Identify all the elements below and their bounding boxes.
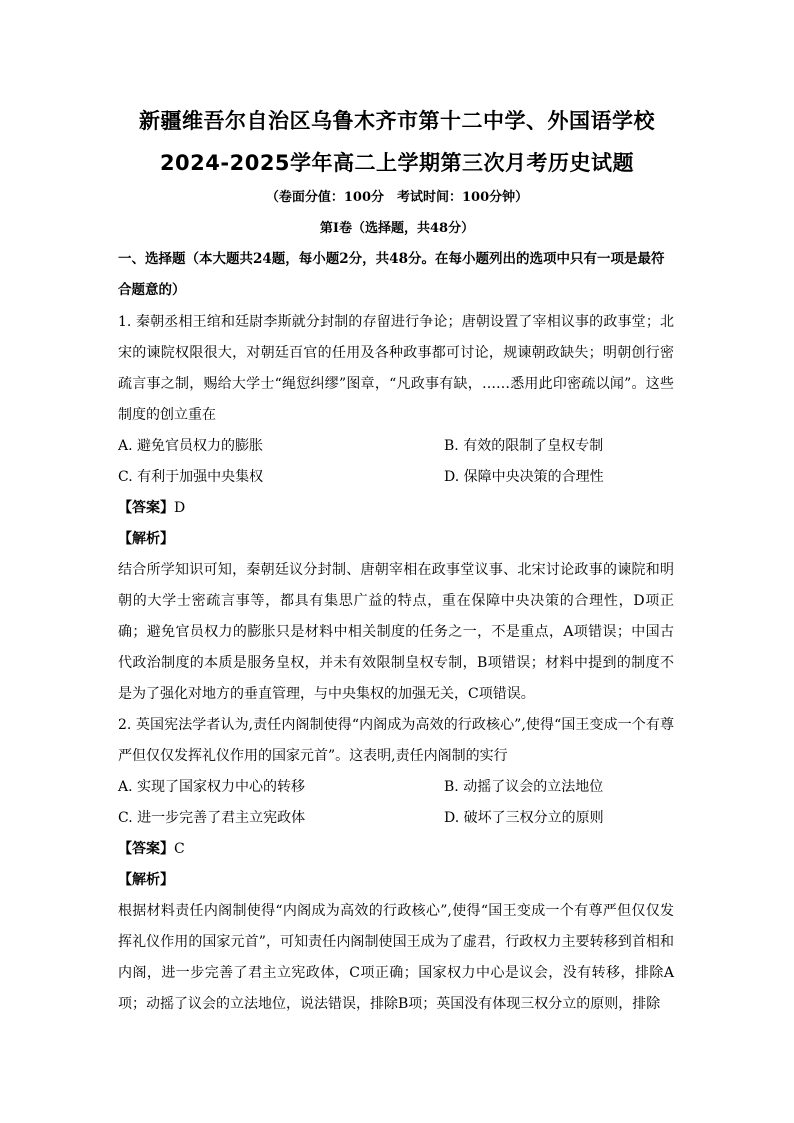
- question-block: [118, 307, 674, 710]
- section-heading: 一、选择题（本大题共24题，每小题2分，共48分。在每小题列出的选项中只有一项是最符合题意的）: [118, 251, 665, 298]
- question-stem: 2. 英国宪法学者认为,责任内阁制使得“内阁成为高效的行政核心”,使得“国王变成一个有尊严但仅仅发挥礼仪作用的国家元首”。这表明,责任内阁制的实行: [118, 717, 674, 764]
- question-block: [118, 710, 674, 1020]
- answer-line: [118, 493, 674, 524]
- option-a: A. 避免官员权力的膨胀: [118, 438, 264, 454]
- answer-label: 【答案】: [118, 500, 174, 516]
- analysis-text: 结合所学知识可知，秦朝廷议分封制、唐朝宰相在政事堂议事、北宋讨论政事的谏院和明朝的大学士密疏言事等，都具有集思广益的特点，重在保障中央决策的合理性，D项正确；避免官员权力的膨胀只是材料中相关制度的任务之一，不是重点，A项错误；中国古代政治制度的本质是服务皇权，并未有效限制皇权专制，B项错误；材料中提到的制度不是为了强化对地方的垂直管理，与中央集权的加强无关，C项错误。: [118, 562, 674, 702]
- part-title: 第Ⅰ卷（选择题，共48分）: [319, 221, 475, 236]
- analysis-line: [118, 865, 674, 896]
- page-title-line-2: 2024-2025学年高二上学期第三次月考历史试题: [159, 151, 635, 175]
- option-a: A. 实现了国家权力中心的转移: [118, 779, 306, 795]
- options-group: [118, 772, 674, 834]
- option-d: D. 保障中央决策的合理性: [444, 469, 604, 485]
- option-d: D. 破坏了三权分立的原则: [444, 810, 604, 826]
- answer-value: C: [174, 841, 185, 857]
- analysis-label: 【解析】: [118, 531, 174, 547]
- page-title-line-1: 新疆维吾尔自治区乌鲁木齐市第十二中学、外国语学校: [139, 109, 655, 133]
- analysis-line: [118, 524, 674, 555]
- answer-line: [118, 834, 674, 865]
- question-stem: 1. 秦朝丞相王绾和廷尉李斯就分封制的存留进行争论；唐朝设置了宰相议事的政事堂；北宋的谏院权限很大，对朝廷百官的任用及各种政事都可讨论，规谏朝政缺失；明朝创行密疏言事之制，赐给大学士“绳愆纠缪”图章，“凡政事有缺，……悉用此印密疏以闻”。这些制度的创立重在: [118, 314, 674, 423]
- answer-value: D: [174, 500, 186, 516]
- option-b: B. 动摇了议会的立法地位: [444, 779, 604, 795]
- option-c: C. 有利于加强中央集权: [118, 469, 264, 485]
- analysis-text: 根据材料责任内阁制使得“内阁成为高效的行政核心”,使得“国王变成一个有尊严但仅仅发挥礼仪作用的国家元首”，可知责任内阁制使国王成为了虚君，行政权力主要转移到首相和内阁，进一步完善了君主立宪政体，C项正确；国家权力中心是议会，没有转移，排除A项；动摇了议会的立法地位，说法错误，排除B项；英国没有体现三权分立的原则，排除: [118, 903, 674, 1012]
- answer-label: 【答案】: [118, 841, 174, 857]
- exam-info: （卷面分值：100分 考试时间：100分钟）: [265, 190, 529, 205]
- option-b: B. 有效的限制了皇权专制: [444, 438, 604, 454]
- option-c: C. 进一步完善了君主立宪政体: [118, 810, 306, 826]
- analysis-label: 【解析】: [118, 872, 174, 888]
- options-group: [118, 431, 674, 493]
- exam-body: [118, 244, 674, 1020]
